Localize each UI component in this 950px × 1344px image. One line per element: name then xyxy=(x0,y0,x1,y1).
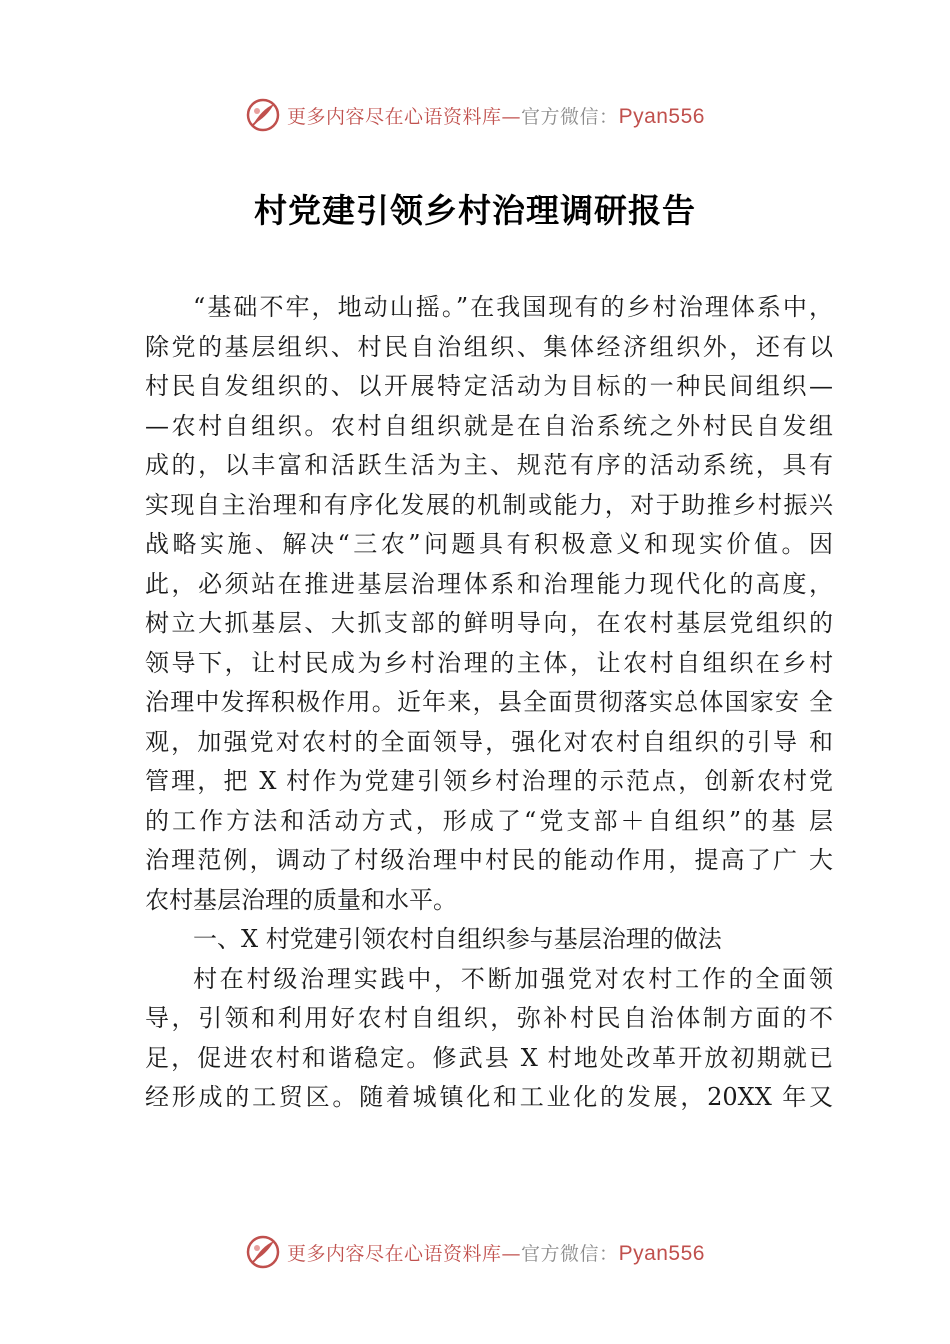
text-line: 观，加强党对农村的全面领导，强化对农村自组织的引导 和 xyxy=(145,727,833,756)
document-title: 村党建引领乡村治理调研报告 xyxy=(254,191,696,230)
banner-wechat-label: 官方微信： xyxy=(521,1242,619,1265)
banner-wechat-label: 官方微信： xyxy=(521,105,619,128)
text-line: 导，引领和利用好农村自组织，弥补村民自治体制方面的不 xyxy=(145,1004,833,1032)
text-line: 的工作方法和活动方式，形成了“党支部＋自组织”的基 层 xyxy=(145,806,833,835)
text-line: 农村基层治理的质量和水平。 xyxy=(145,885,457,914)
section-heading: 一、X 村党建引领农村自组织参与基层治理的做法 xyxy=(193,925,722,953)
text-line: 村在村级治理实践中，不断加强党对农村工作的全面领 xyxy=(193,964,833,993)
text-line: 成的，以丰富和活跃生活为主、规范有序的活动系统，具有 xyxy=(145,451,833,479)
banner-text xyxy=(287,1239,705,1266)
text-line: —农村自组织。农村自组织就是在自治系统之外村民自发组 xyxy=(145,411,833,440)
header-banner xyxy=(0,95,950,135)
text-line: 除党的基层组织、村民自治组织、集体经济组织外，还有以 xyxy=(145,332,833,361)
banner-text xyxy=(287,102,705,129)
banner-wechat-id: Pyan556 xyxy=(618,1241,705,1265)
banner-wechat-id: Pyan556 xyxy=(618,104,705,128)
footer-banner xyxy=(0,1232,950,1272)
text-line: 管理，把 X 村作为党建引领乡村治理的示范点，创新农村党 xyxy=(145,767,833,795)
quill-pen-logo-icon xyxy=(245,1234,281,1270)
text-line: 治理范例，调动了村级治理中村民的能动作用，提高了广 大 xyxy=(145,846,833,874)
text-line: 战略实施、解决“三农”问题具有积极意义和现实价值。因 xyxy=(145,530,833,558)
text-line: 领导下，让村民成为乡村治理的主体，让农村自组织在乡村 xyxy=(145,648,833,677)
quill-pen-logo-icon xyxy=(245,97,281,133)
text-line: 实现自主治理和有序化发展的机制或能力，对于助推乡村振兴 xyxy=(145,490,833,519)
document-body xyxy=(145,288,833,1118)
text-line: 村民自发组织的、以开展特定活动为目标的一种民间组织— xyxy=(145,372,833,400)
text-line: “基础不牢，地动山摇。”在我国现有的乡村治理体系中， xyxy=(193,293,833,321)
text-line: 足，促进农村和谐稳定。修武县 X 村地处改革开放初期就已 xyxy=(145,1043,833,1072)
text-line: 治理中发挥积极作用。近年来，县全面贯彻落实总体国家安 全 xyxy=(145,688,833,716)
banner-main-text: 更多内容尽在心语资料库— xyxy=(287,105,522,128)
banner-main-text: 更多内容尽在心语资料库— xyxy=(287,1242,522,1265)
text-line: 树立大抓基层、大抓支部的鲜明导向，在农村基层党组织的 xyxy=(145,609,833,637)
text-line: 此，必须站在推进基层治理体系和治理能力现代化的高度， xyxy=(145,569,833,598)
text-line: 经形成的工贸区。随着城镇化和工业化的发展，20XX 年又 xyxy=(145,1083,833,1111)
